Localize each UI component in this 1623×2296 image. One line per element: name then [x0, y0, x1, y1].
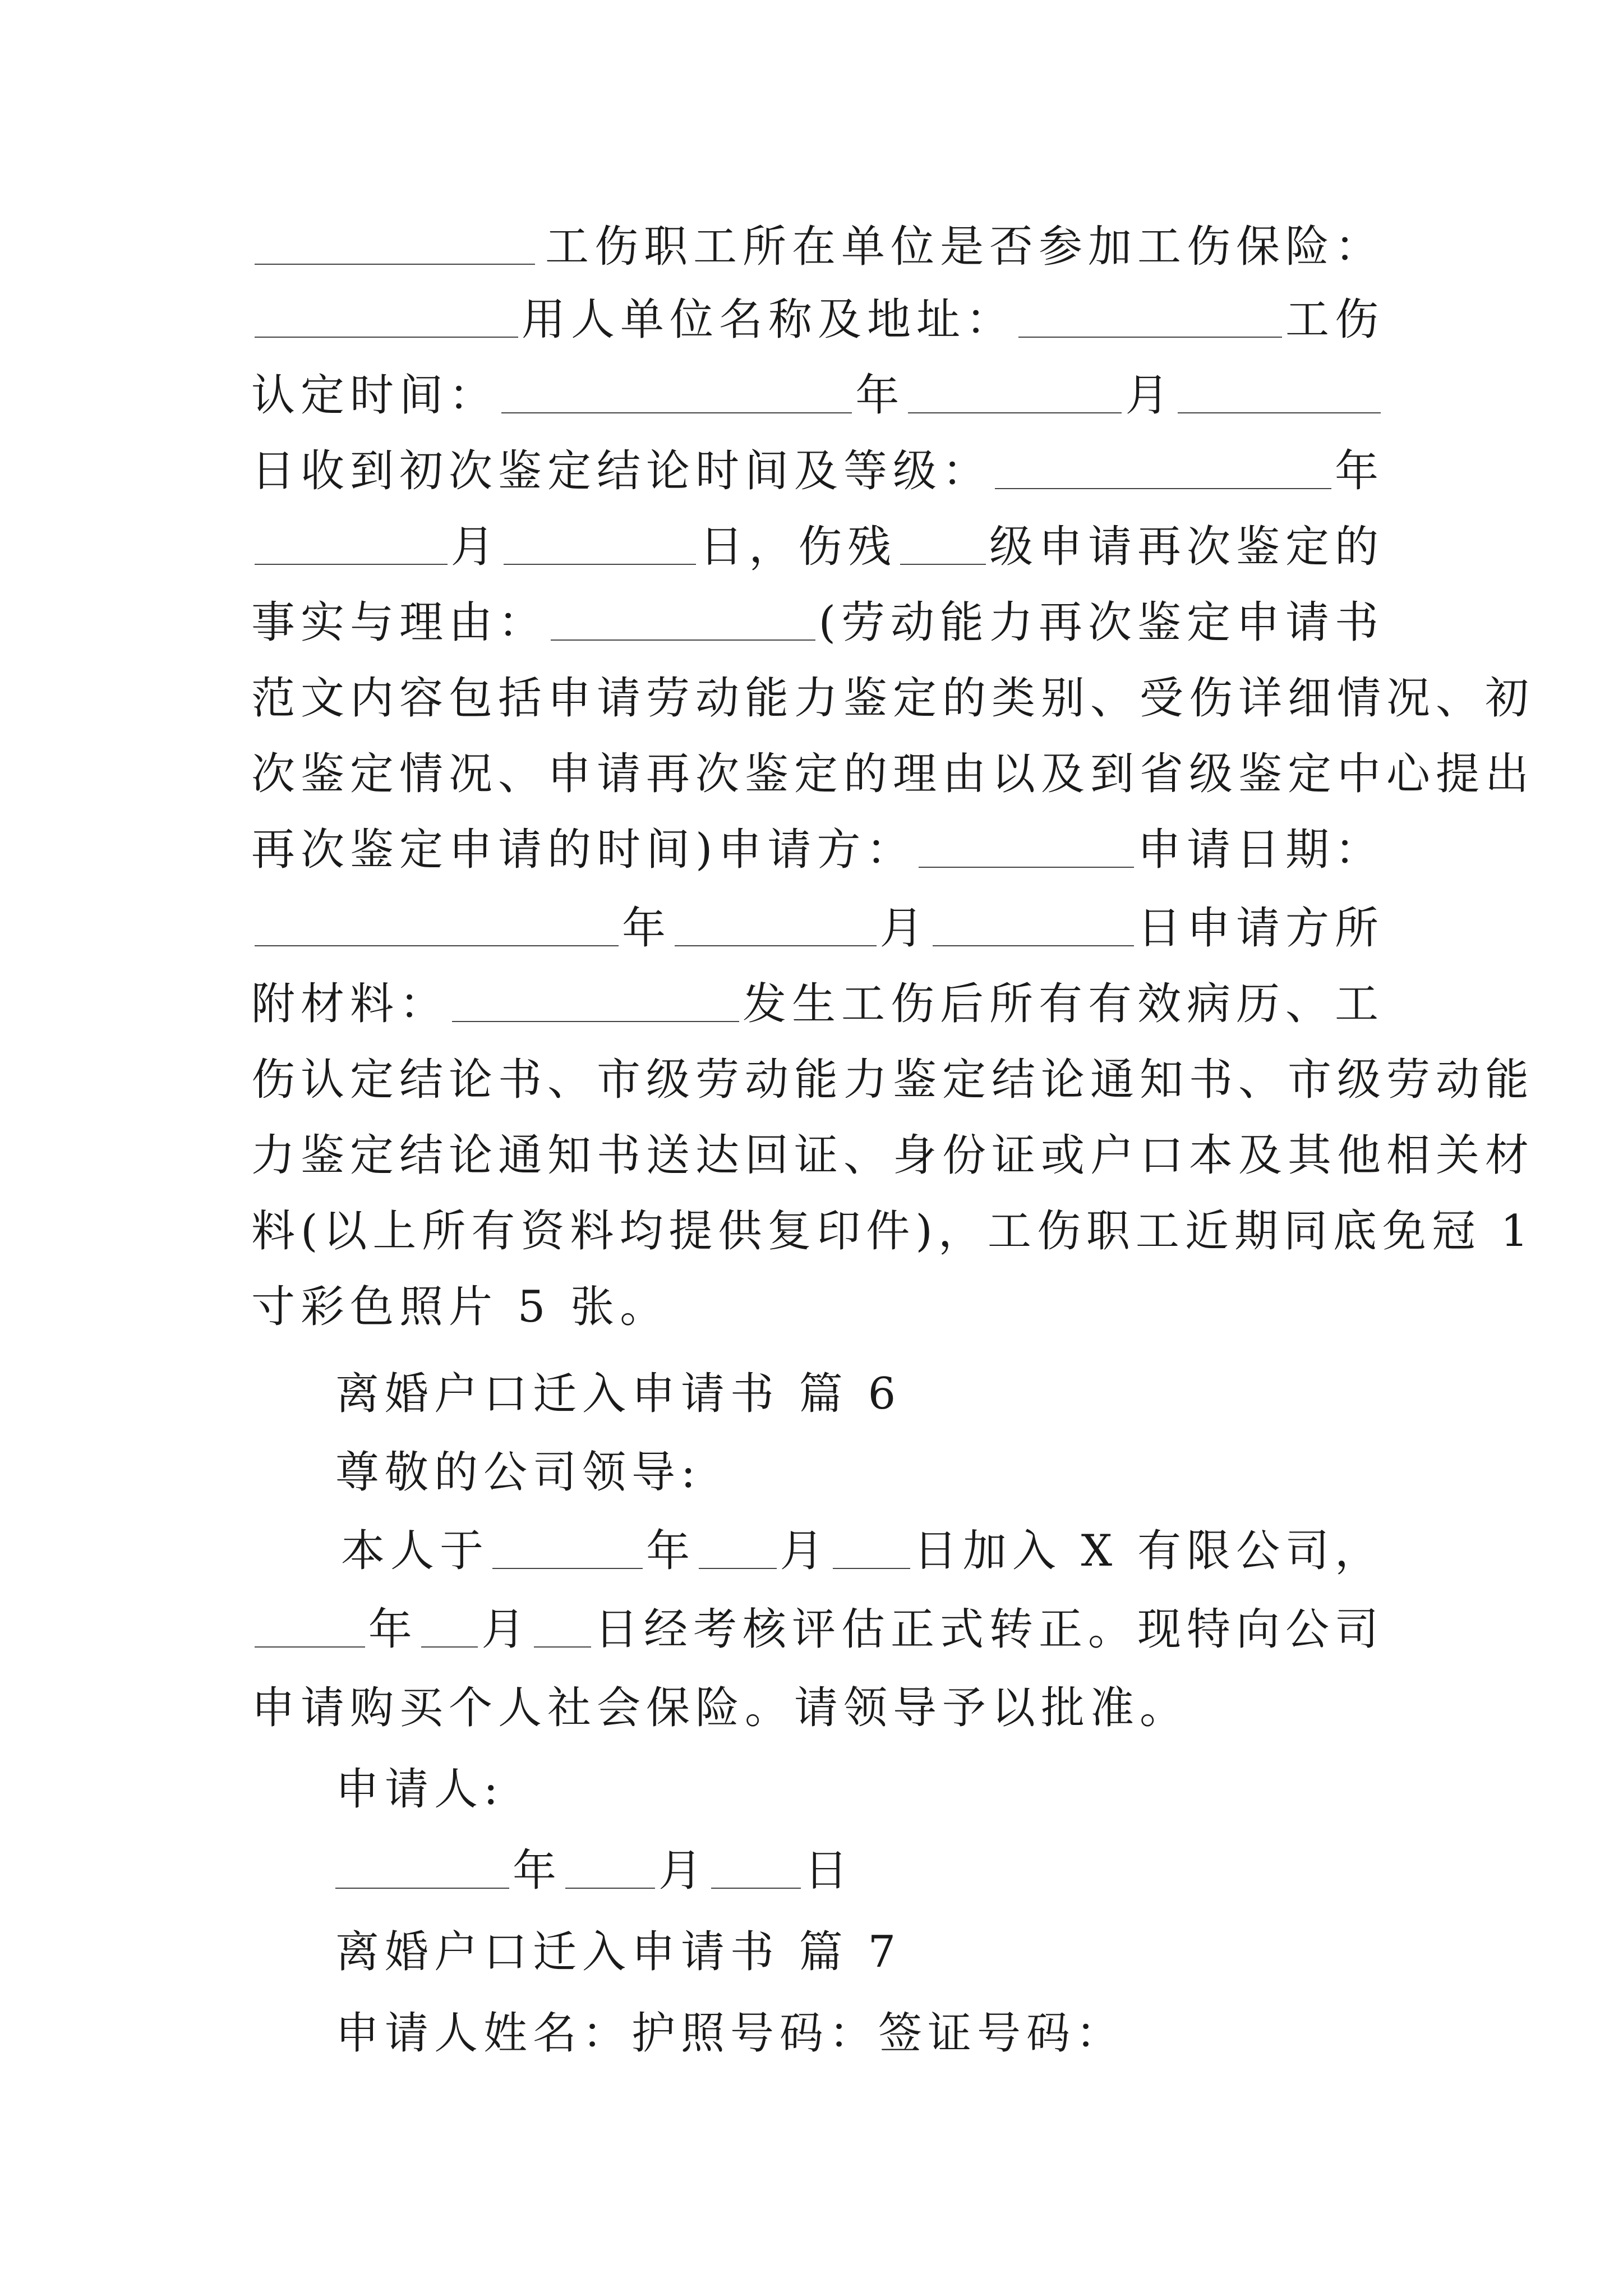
text-line	[251, 895, 1384, 962]
text-line	[251, 665, 1535, 732]
text: 工伤职工所在单位是否参加工伤保险：	[545, 222, 1384, 272]
text: 月	[1125, 370, 1175, 421]
text-line	[251, 970, 1384, 1038]
blank-underline	[255, 906, 619, 946]
text: 次鉴定情况、申请再次鉴定的理由以及到省级鉴定中心提出	[251, 749, 1535, 799]
text: 年	[855, 370, 905, 421]
text: 申请人姓名：护照号码：签证号码：	[335, 2008, 1126, 2059]
text: 日加入 X 有限公司，	[913, 1526, 1385, 1576]
blank-underline	[492, 1529, 643, 1569]
text-line	[251, 1122, 1535, 1189]
text: 认定时间：	[251, 370, 499, 421]
text-line	[251, 589, 1384, 656]
text: 日收到初次鉴定结论时间及等级：	[251, 446, 992, 496]
text-line	[251, 1198, 1534, 1265]
text: 申请日期：	[1137, 825, 1384, 875]
blank-underline	[501, 373, 852, 413]
salutation	[335, 1439, 701, 1506]
text: 伤认定结论书、市级劳动能力鉴定结论通知书、市级劳动能	[251, 1055, 1535, 1105]
text: 月	[879, 903, 929, 954]
salutation-text: 尊敬的公司领导:	[335, 1447, 702, 1498]
text: 日	[804, 1846, 854, 1896]
text: 工伤	[1285, 295, 1384, 345]
blank-underline	[1178, 373, 1381, 413]
text: 日申请方所	[1137, 903, 1385, 954]
blank-underline	[551, 600, 815, 641]
blank-underline	[995, 449, 1331, 489]
text: 本人于	[341, 1526, 490, 1576]
text: 寸彩色照片 5 张。	[251, 1282, 670, 1332]
text-line	[341, 1517, 1384, 1585]
blank-underline	[699, 1529, 776, 1569]
text: 日经考核评估正式转正。现特向公司	[594, 1604, 1384, 1655]
blank-underline	[565, 1848, 655, 1889]
blank-underline	[255, 1607, 365, 1648]
blank-underline	[504, 524, 697, 565]
text-line	[251, 513, 1384, 581]
blank-underline	[452, 982, 739, 1022]
text-line	[251, 1046, 1535, 1114]
text-line	[251, 740, 1535, 808]
text: 年	[646, 1526, 696, 1576]
section-heading	[335, 1918, 901, 1986]
text: 事实与理由：	[251, 597, 548, 648]
text: 再次鉴定申请的时间)申请方：	[251, 825, 916, 875]
text: 年	[368, 1604, 418, 1655]
blank-underline	[421, 1607, 478, 1648]
heading-text: 离婚户口迁入申请书 篇 6	[335, 1369, 902, 1419]
text-line	[251, 1596, 1384, 1663]
text: 月	[780, 1526, 829, 1576]
text-line	[251, 362, 1384, 429]
blank-underline	[675, 906, 876, 946]
blank-underline	[255, 297, 518, 338]
text-line	[251, 816, 1384, 884]
text: 级申请再次鉴定的	[989, 522, 1384, 572]
blank-underline	[1018, 297, 1282, 338]
blank-underline	[255, 224, 535, 265]
section-heading	[335, 1360, 901, 1428]
blank-underline	[711, 1848, 801, 1889]
text-line	[251, 286, 1384, 353]
text: 申请购买个人社会保险。请领导予以批准。	[251, 1683, 1189, 1733]
text: 料(以上所有资料均提供复印件)，工伤职工近期同底免冠 1	[251, 1206, 1534, 1257]
date-line	[335, 1837, 854, 1904]
blank-underline	[919, 827, 1134, 868]
text: 附材料：	[251, 979, 449, 1029]
text: 月	[481, 1604, 531, 1655]
text: 范文内容包括申请劳动能力鉴定的类别、受伤详细情况、初	[251, 673, 1535, 724]
applicant-label	[335, 1756, 504, 1823]
text-line	[251, 1273, 1384, 1341]
heading-text: 离婚户口迁入申请书 篇 7	[335, 1927, 902, 1977]
text: (劳动能力再次鉴定申请书	[818, 597, 1384, 648]
blank-underline	[335, 1848, 509, 1889]
text: 年	[513, 1846, 562, 1896]
blank-underline	[908, 373, 1122, 413]
blank-underline	[933, 906, 1134, 946]
blank-underline	[255, 524, 448, 565]
text: 年	[622, 903, 672, 954]
text: 力鉴定结论通知书送达回证、身份证或户口本及其他相关材	[251, 1130, 1535, 1181]
text-line	[251, 438, 1384, 505]
text: 用人单位名称及地址：	[521, 295, 1015, 345]
text: 年	[1334, 446, 1384, 496]
text: 发生工伤后所有有效病历、工	[742, 979, 1384, 1029]
blank-underline	[534, 1607, 591, 1648]
applicant-text: 申请人:	[335, 1764, 504, 1815]
text-line	[335, 2000, 1125, 2067]
blank-underline	[900, 524, 986, 565]
text-line	[251, 1674, 1384, 1742]
text: 月	[658, 1846, 708, 1896]
text-line	[251, 213, 1384, 280]
blank-underline	[833, 1529, 910, 1569]
text: 日，伤残	[699, 522, 897, 572]
text: 月	[450, 522, 500, 572]
